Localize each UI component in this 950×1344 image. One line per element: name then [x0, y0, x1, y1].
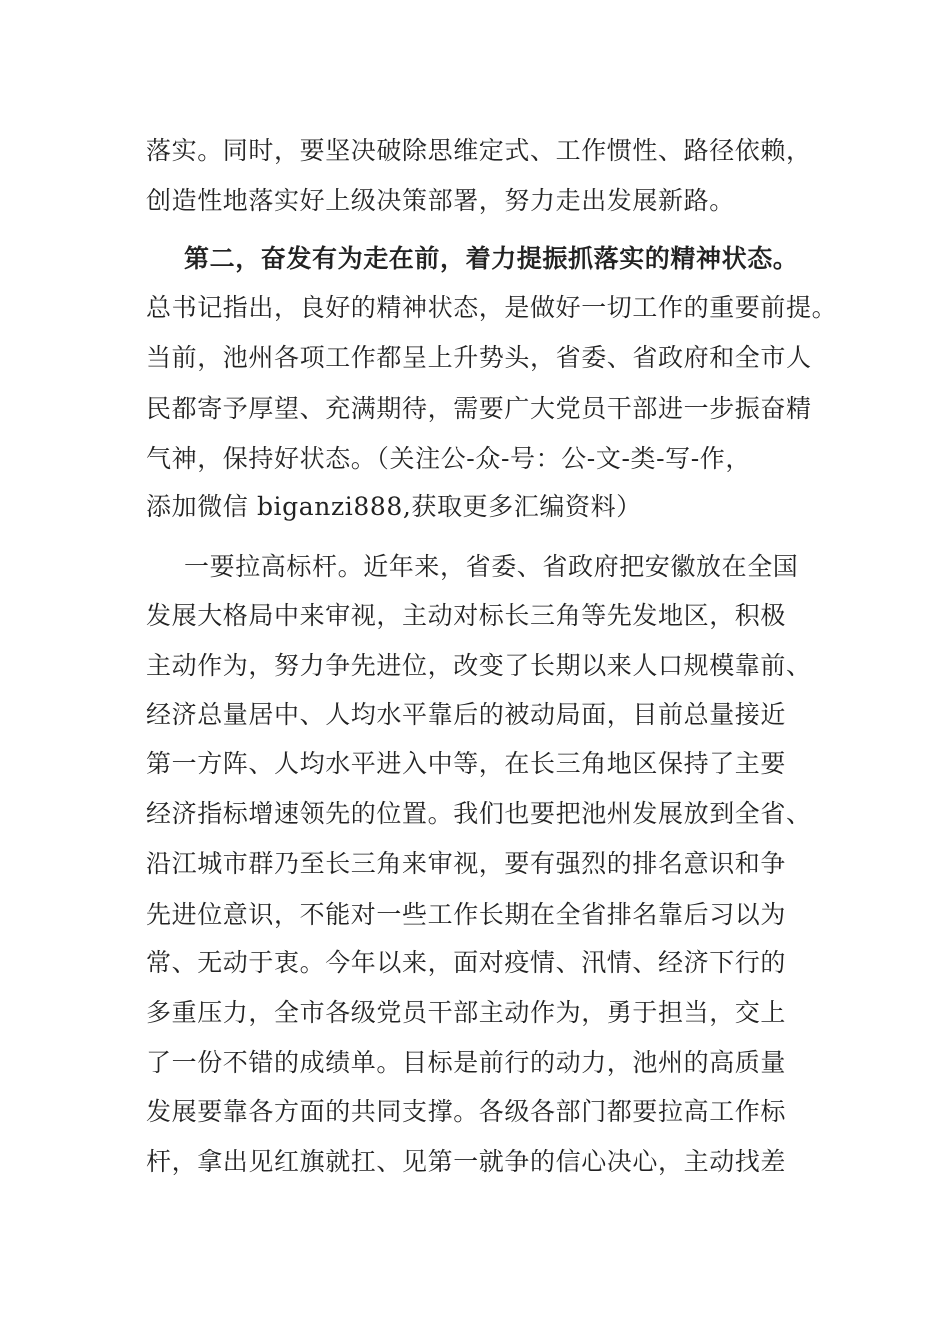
text-line: 落实。同时，要坚决破除思维定式、工作惯性、路径依赖， [146, 136, 812, 165]
text-line: 气神，保持好状态。（关注公-众-号：公-文-类-写-作， [146, 444, 751, 473]
text-line: 创造性地落实好上级决策部署，努力走出发展新路。 [146, 186, 735, 215]
text-line: 沿江城市群乃至长三角来审视，要有强烈的排名意识和争 [146, 849, 787, 878]
text-line: 当前，池州各项工作都呈上升势头，省委、省政府和全市人 [146, 343, 812, 372]
text-line: 第一方阵、人均水平进入中等，在长三角地区保持了主要 [146, 749, 787, 778]
text-line: 总书记指出，良好的精神状态，是做好一切工作的重要前提。 [146, 293, 838, 322]
text-line: 了一份不错的成绩单。目标是前行的动力，池州的高质量 [146, 1048, 787, 1077]
text-line: 经济总量居中、人均水平靠后的被动局面，目前总量接近 [146, 700, 787, 729]
text-line: 发展大格局中来审视，主动对标长三角等先发地区，积极 [146, 601, 787, 630]
text-line: 常、无动于衷。今年以来，面对疫情、汛情、经济下行的 [146, 948, 787, 977]
text-line: 主动作为，努力争先进位，改变了长期以来人口规模靠前、 [146, 651, 812, 680]
text-line: 添加微信 biganzi888,获取更多汇编资料） [146, 492, 642, 521]
text-line: 发展要靠各方面的共同支撑。各级各部门都要拉高工作标 [146, 1097, 787, 1126]
text-line: 民都寄予厚望、充满期待，需要广大党员干部进一步振奋精 [146, 394, 812, 423]
section-heading: 第二，奋发有为走在前，着力提振抓落实的精神状态。 [184, 244, 799, 273]
text-line: 多重压力，全市各级党员干部主动作为，勇于担当，交上 [146, 998, 787, 1027]
text-line: 经济指标增速领先的位置。我们也要把池州发展放到全省、 [146, 799, 812, 828]
text-line: 杆，拿出见红旗就扛、见第一就争的信心决心，主动找差 [146, 1147, 787, 1176]
paragraph-first-line: 一要拉高标杆。近年来，省委、省政府把安徽放在全国 [184, 552, 799, 581]
text-line: 先进位意识，不能对一些工作长期在全省排名靠后习以为 [146, 900, 787, 929]
